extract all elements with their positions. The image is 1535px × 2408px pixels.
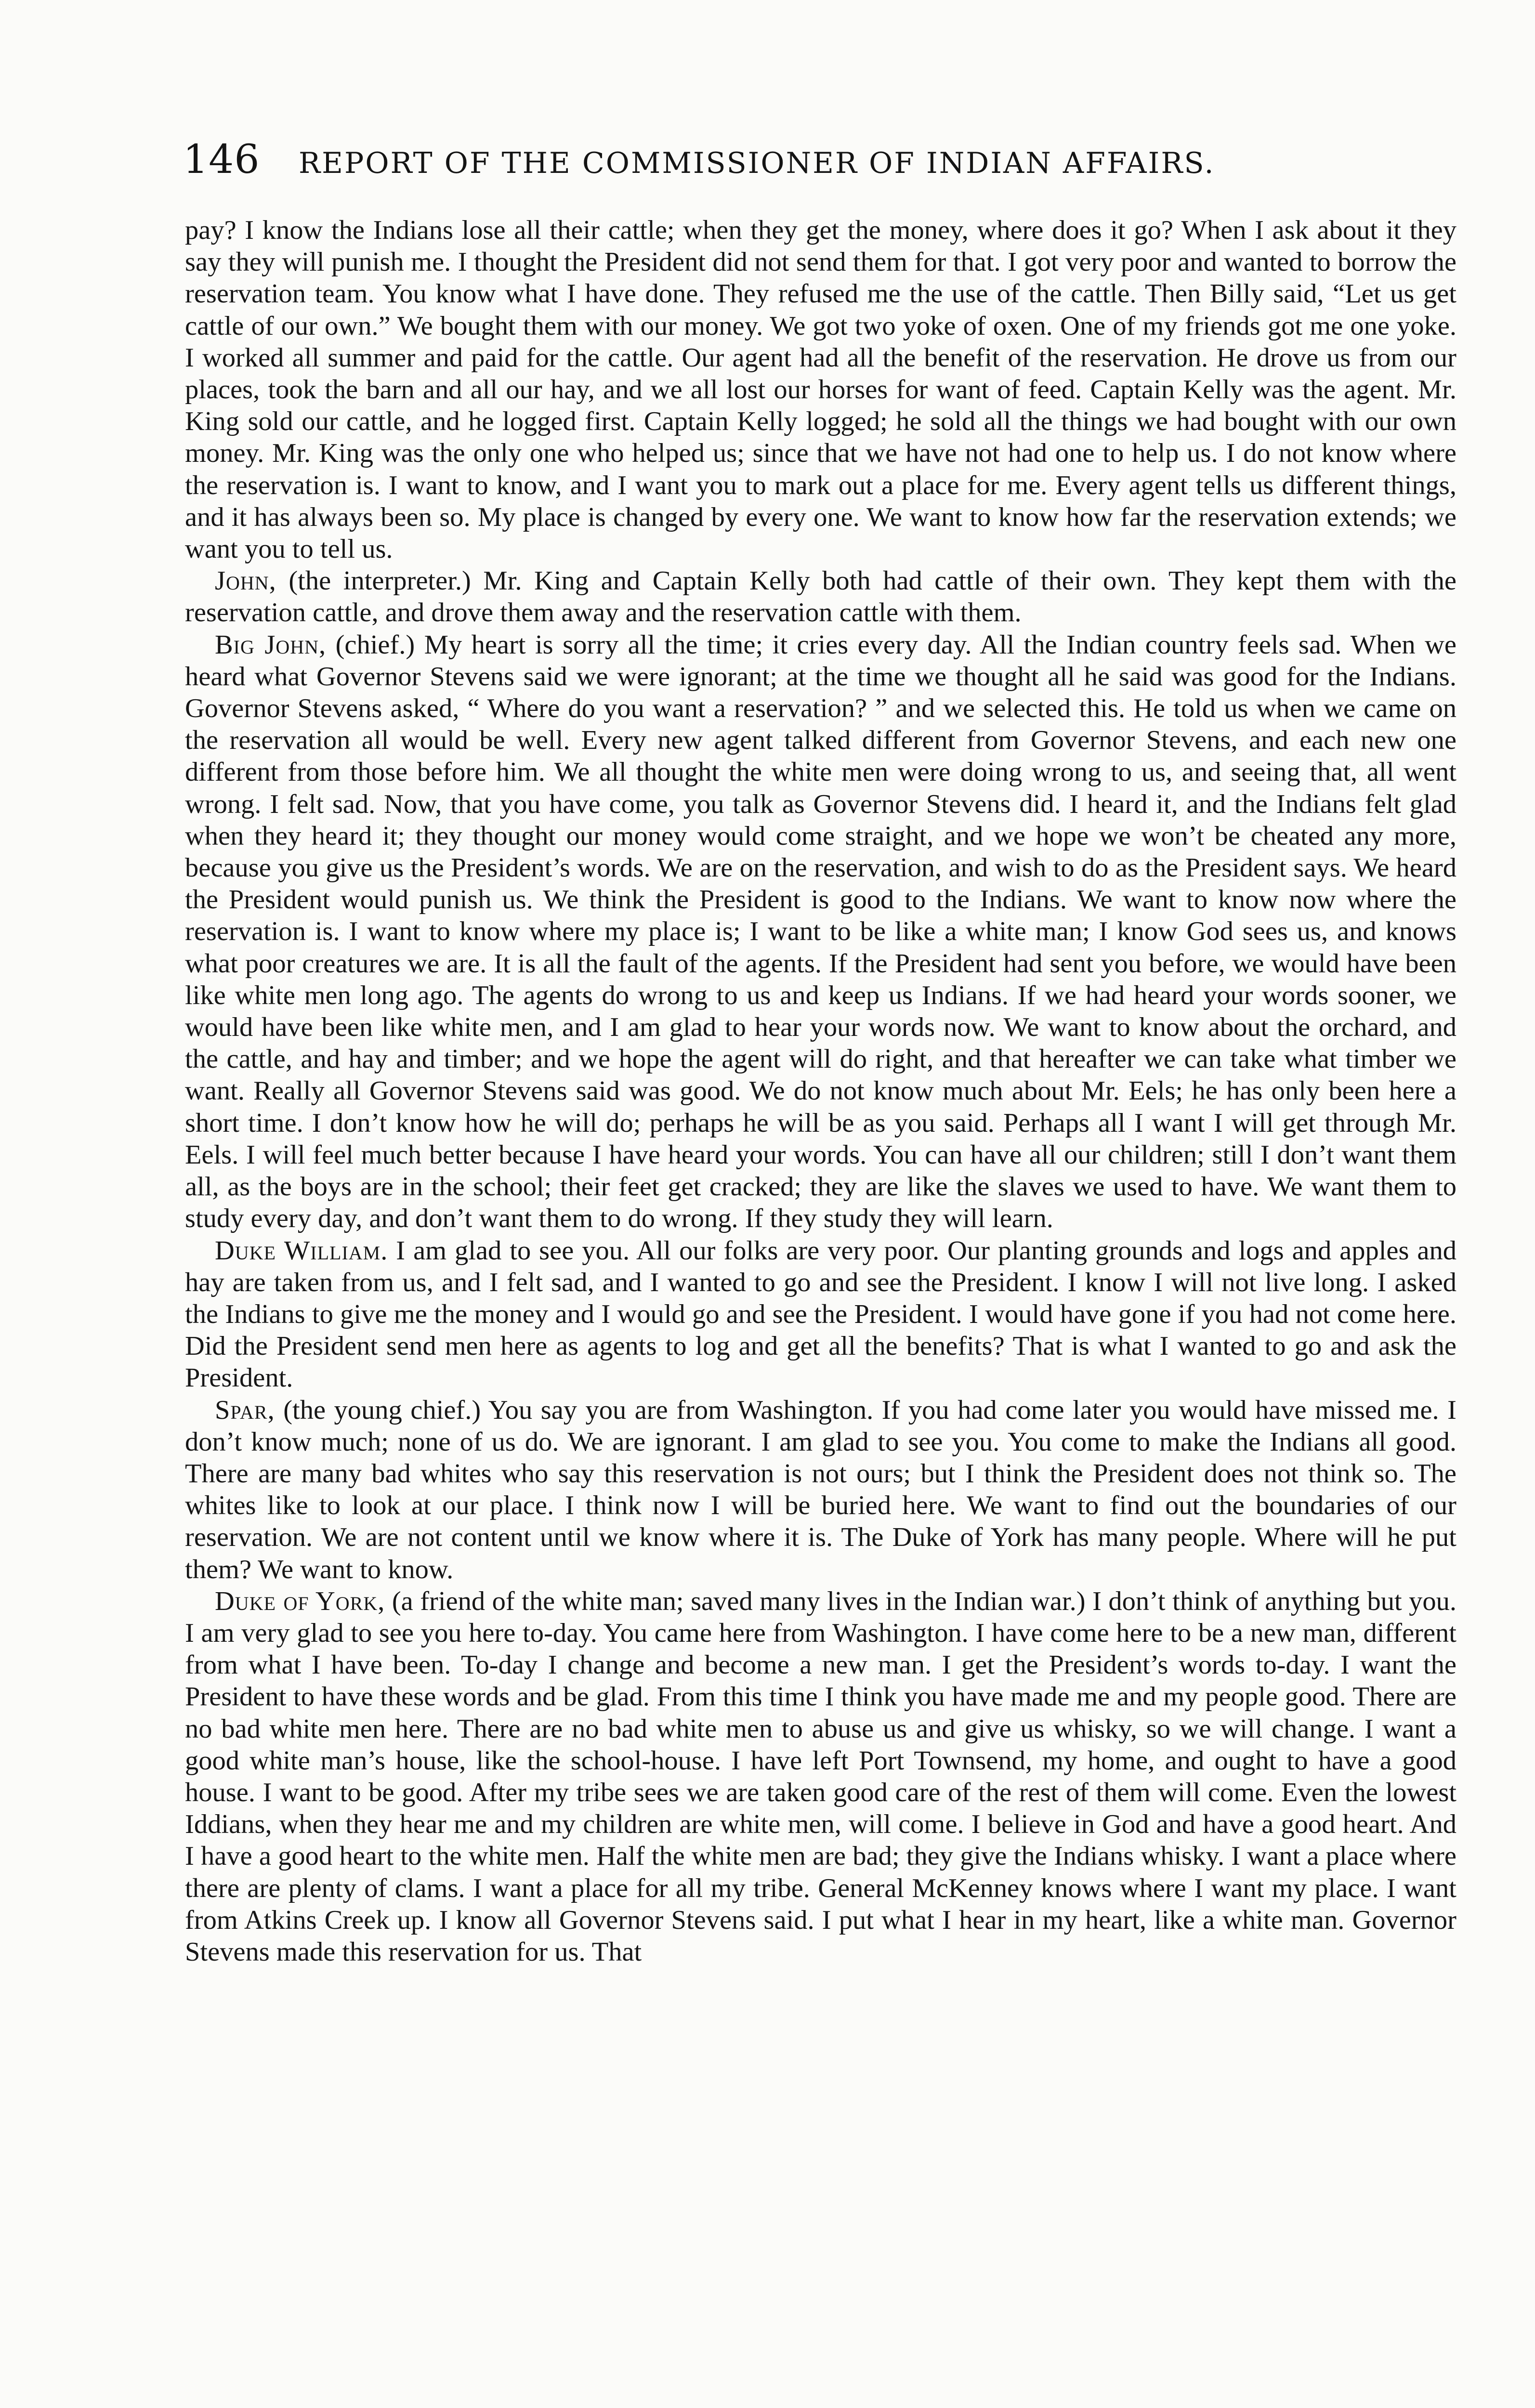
paragraph-text: (the young chief.) You say you are from Washington. If you had come later you would have missed me. I don’t know much; none of us do. We are ignorant. I am glad to see you. You come to make the Indians all good. There are many bad whites who say this reservation is not ours; but I think the President does not think so. The whites like to look at our place. I think now I will be buried here. We want to find out the boundaries of our reservation. We are not content until we know where it is. The Duke of York has many people. Where will he put them? We want to know.	[185, 1395, 1456, 1584]
running-head: REPORT OF THE COMMISSIONER OF INDIAN AFFAIRS.	[299, 146, 1215, 180]
paragraph-text: I am glad to see you. All our folks are very poor. Our planting grounds and logs and apples and hay are taken from us, and I felt sad, and I wanted to go and see the President. I know I will not live long. I asked the Indians to give me the money and I would go and see the President. I would have gone if you had not come here. Did the President send men here as agents to log and get all the benefits? That is what I wanted to go and ask the President.	[185, 1235, 1456, 1393]
paragraph-spar	[185, 1394, 1456, 1585]
speaker-name: Duke of York,	[215, 1586, 385, 1616]
speaker-name: John,	[215, 566, 276, 596]
paragraph-continued	[185, 214, 1456, 565]
body-text	[185, 214, 1456, 1968]
paragraph-text: (chief.) My heart is sorry all the time; it cries every day. All the Indian country feels sad. When we heard what Governor Stevens said we were ignorant; at the time we thought all he said was good for the Indians. Governor Stevens asked, “ Where do you want a reservation? ” and we selected this. He told us when we came on the reservation all would be well. Every new agent talked different from Governor Stevens, and each new one different from those before him. We all thought the white men were doing wrong to us, and seeing that, all went wrong. I felt sad. Now, that you have come, you talk as Governor Stevens did. I heard it, and the Indians felt glad when they heard it; they thought our money would come straight, and we hope we won’t be cheated any more, because you give us the President’s words. We are on the reservation, and wish to do as the President says. We heard the President would punish us. We think the President is good to the Indians. We want to know now where the reservation is. I want to know where my place is; I want to be like a white man; I know God sees us, and knows what poor creatures we are. It is all the fault of the agents. If the President had sent you before, we would have been like white men long ago. The agents do wrong to us and keep us Indians. If we had heard your words sooner, we would have been like white men, and I am glad to hear your words now. We want to know about the orchard, and the cattle, and hay and timber; and we hope the agent will do right, and that hereafter we can take what timber we want. Really all Governor Stevens said was good. We do not know much about Mr. Eels; he has only been here a short time. I don’t know how he will do; perhaps he will be as you said. Perhaps all I want I will get through Mr. Eels. I will feel much better because I have heard your words. You can have all our children; still I don’t want them all, as the boys are in the school; their feet get cracked; they are like the slaves we used to have. We want them to study every day, and don’t want them to do wrong. If they study they will learn.	[185, 629, 1456, 1234]
speaker-name: Big John,	[215, 629, 327, 660]
speaker-name: Duke William.	[215, 1235, 388, 1266]
page-number: 146	[183, 137, 260, 183]
paragraph-john	[185, 565, 1456, 628]
paragraph-duke-william	[185, 1235, 1456, 1394]
paragraph-big-john	[185, 629, 1456, 1235]
speaker-name: Spar,	[215, 1395, 275, 1425]
page-header	[183, 136, 1464, 189]
paragraph-text: (the interpreter.) Mr. King and Captain Kelly both had cattle of their own. They kept them with the reservation cattle, and drove them away and the reservation cattle with them.	[185, 566, 1456, 628]
paragraph-text: (a friend of the white man; saved many lives in the Indian war.) I don’t think of anything but you. I am very glad to see you here to-day. You came here from Washington. I have come here to be a new man, different from what I have been. To-day I change and become a new man. I get the President’s words to-day. I want the President to have these words and be glad. From this time I think you have made me and my people good. There are no bad white men here. There are no bad white men to abuse us and give us whisky, so we will change. I want a good white man’s house, like the school-house. I have left Port Townsend, my home, and ought to have a good house. I want to be good. After my tribe sees we are taken good care of the rest of them will come. Even the lowest Iddians, when they hear me and my children are white men, will come. I believe in God and have a good heart. And I have a good heart to the white men. Half the white men are bad; they give the Indians whisky. I want a place where there are plenty of clams. I want a place for all my tribe. General McKenney knows where I want my place. I want from Atkins Creek up. I know all Governor Stevens said. I put what I hear in my heart, like a white man. Governor Stevens made this reservation for us. That	[185, 1586, 1456, 1967]
paragraph-text: pay? I know the Indians lose all their cattle; when they get the money, where does it go? When I ask about it they say they will punish me. I thought the President did not send them for that. I got very poor and wanted to borrow the reservation team. You know what I have done. They refused me the use of the cattle. Then Billy said, “Let us get cattle of our own.” We bought them with our money. We got two yoke of oxen. One of my friends got me one yoke. I worked all summer and paid for the cattle. Our agent had all the benefit of the reservation. He drove us from our places, took the barn and all our hay, and we all lost our horses for want of feed. Captain Kelly was the agent. Mr. King sold our cattle, and he logged first. Captain Kelly logged; he sold all the things we had bought with our own money. Mr. King was the only one who helped us; since that we have not had one to help us. I do not know where the reservation is. I want to know, and I want you to mark out a place for me. Every agent tells us different things, and it has always been so. My place is changed by every one. We want to know how far the reservation extends; we want you to tell us.	[185, 215, 1456, 564]
paragraph-duke-of-york	[185, 1585, 1456, 1968]
